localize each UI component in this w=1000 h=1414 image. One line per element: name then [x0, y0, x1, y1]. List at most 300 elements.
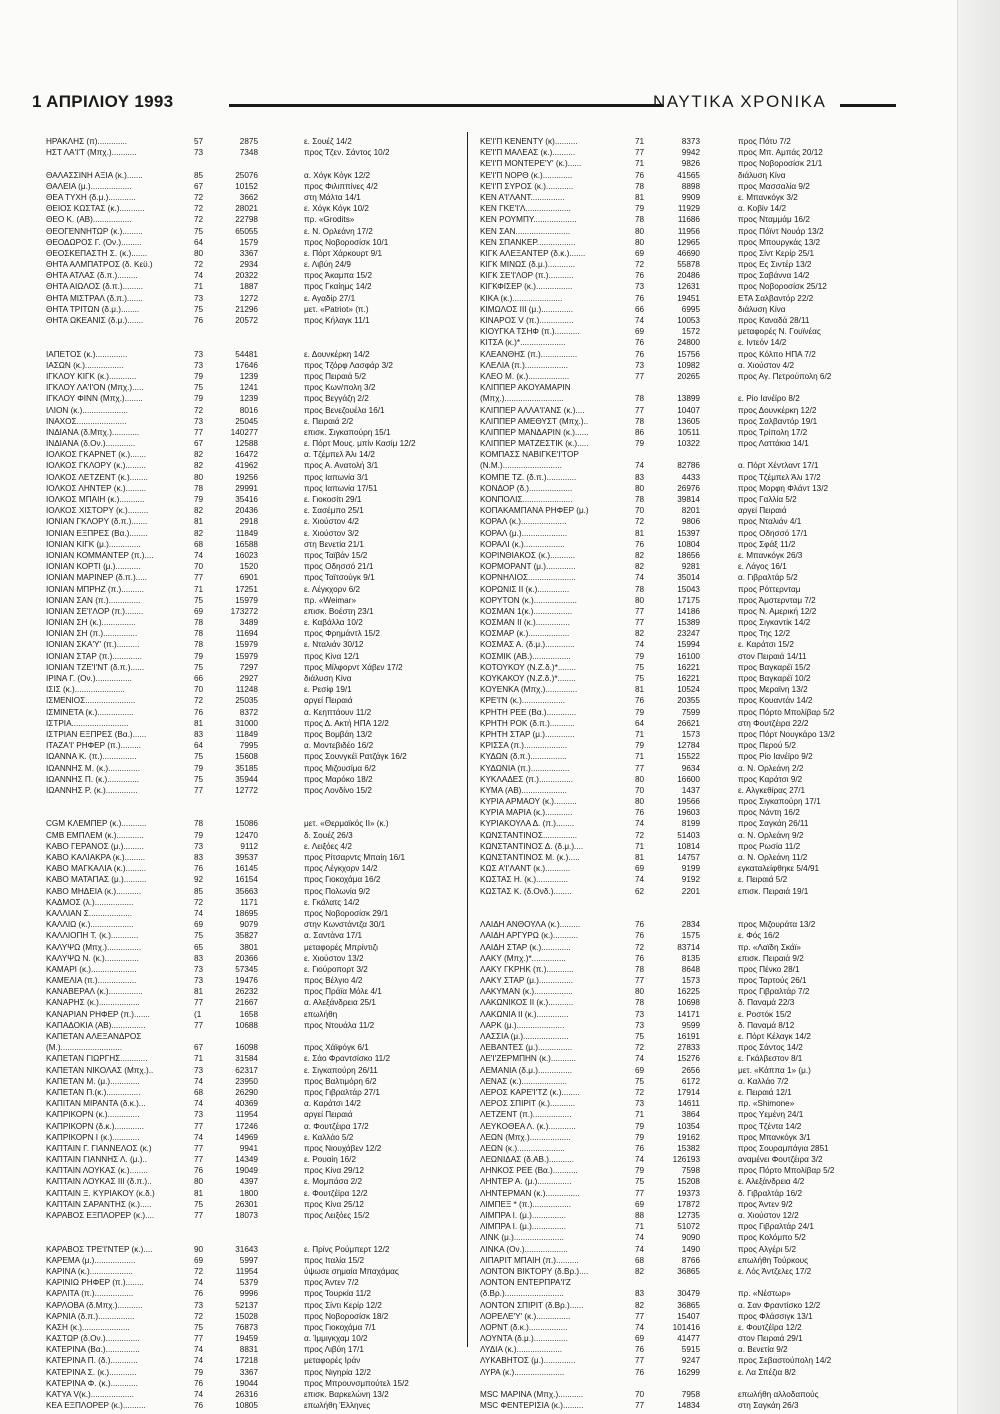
vessel-name: ΛΑΣΣΙΑ (μ.).................... — [480, 1032, 569, 1041]
build-year: 71 — [635, 1110, 645, 1120]
vessel-name: (Μπχ.).......................... — [480, 394, 564, 404]
vessel-row — [46, 1244, 456, 1255]
voyage-status: επισκ. Βαρκελώνη 13/2 — [304, 1390, 389, 1399]
voyage-status: ε. Δουνκέρκη 14/2 — [304, 349, 370, 359]
build-year: 81 — [194, 987, 204, 997]
build-year: 75 — [194, 1199, 204, 1209]
build-year: 83 — [194, 853, 204, 862]
voyage-status: ε. Πόρτ Μους. μπίν Κασίμ 12/2 — [304, 439, 416, 449]
build-year: 73 — [194, 293, 204, 303]
vessel-row — [46, 147, 456, 158]
vessel-row — [46, 315, 456, 326]
build-year: 70 — [635, 506, 645, 516]
publication-title: ΝΑΥΤΙΚΑ ΧΡΟΝΙΚΑ — [653, 92, 827, 111]
build-year: 71 — [635, 159, 645, 169]
vessel-name: ΚΕΝ ΣΑΝ........................ — [480, 226, 571, 236]
tonnage: 46690 — [677, 248, 700, 258]
vessel-row — [480, 1042, 925, 1053]
voyage-status: μεταφορές Ιράν — [304, 1356, 361, 1366]
build-year: 82 — [635, 629, 645, 639]
vessel-row — [46, 1188, 456, 1199]
voyage-status: προς Φιλιππίνες 4/2 — [304, 181, 378, 191]
build-year: 77 — [635, 763, 645, 773]
vessel-row — [480, 326, 925, 337]
tonnage: 9909 — [681, 192, 700, 202]
voyage-status: προς Μορφη Φλάντ 13/2 — [738, 483, 829, 493]
build-year: 70 — [194, 562, 204, 572]
voyage-status: επωλήθη αλλοδαπούς — [738, 1390, 819, 1399]
vessel-name: ΘΗΤΑ ΤΡΙΤΩΝ (δ.μ.)........ — [46, 304, 140, 314]
voyage-status: επωλήθη — [304, 1009, 338, 1019]
build-year: 77 — [635, 618, 645, 628]
vessel-name: ΙΟΛΚΟΣ ΜΠΑΙΗ (κ.)........... — [46, 495, 145, 504]
vessel-name: ΘΑΛΑΣΣΙΝΗ ΑΞΙΑ (κ.)....... — [46, 170, 143, 180]
voyage-status: ε. Νταλιάν 30/12 — [304, 640, 364, 650]
vessel-row — [480, 841, 925, 852]
build-year: 62 — [635, 886, 645, 896]
build-year: 71 — [635, 1222, 645, 1232]
vessel-name: ΚΥΚΛΑΔΕΣ (π.)............... — [480, 774, 574, 784]
build-year: 73 — [194, 841, 204, 851]
tonnage: 15979 — [235, 595, 258, 605]
vessel-row — [46, 695, 456, 706]
build-year: 78 — [194, 819, 204, 829]
vessel-name: ΙΣΙΣ (κ.)...................... — [46, 685, 125, 695]
vessel-name: ΚΙΓΚ ΣΕ'Ι'ΛΟΡ (π.)........... — [480, 271, 574, 281]
vessel-name: ΛΑΡΚ (μ.)..................... — [480, 1020, 565, 1030]
build-year: 82 — [194, 528, 204, 538]
voyage-status: πρ. «Grodits» — [304, 215, 355, 225]
vessel-row — [480, 393, 925, 404]
build-year: 57 — [194, 137, 204, 146]
voyage-status: ε. Πειραιά 12/1 — [738, 1087, 792, 1097]
vessel-name: ΚΟΥΕΝΚΑ (Μπχ.).............. — [480, 685, 578, 695]
vessel-name: ΚΛΙΠΠΕΡ ΑΛΛΑ'Ι'ΑΝΣ (κ.).... — [480, 405, 585, 415]
vessel-row — [46, 1378, 456, 1389]
build-year: 81 — [194, 517, 204, 527]
vessel-row — [46, 270, 456, 281]
vessel-name: ΚΛΕΑΝΘΗΣ (π.)................ — [480, 349, 578, 359]
build-year: 72 — [635, 1043, 645, 1053]
vessel-row — [46, 550, 456, 561]
vessel-name: ΚΕ'Ι'Π ΣΥΡΟΣ (κ.)............ — [480, 181, 574, 191]
vessel-name: ΚΟΣΜΙΚ (ΑΒ.)................. — [480, 651, 571, 661]
voyage-status: διάλυση Κίνα — [738, 304, 786, 314]
tonnage: 16225 — [677, 987, 700, 997]
build-year: 88 — [635, 1211, 645, 1220]
vessel-row — [46, 1288, 456, 1299]
voyage-status: πρ. «Νέστωρ» — [738, 1289, 791, 1299]
vessel-name: ΚΑΡΛΟΒΑ (δ.Μπχ.)........... — [46, 1300, 143, 1310]
vessel-name: ΚΑΡΙΝΙΩ ΡΗΦΕΡ (π.)........ — [46, 1278, 144, 1288]
voyage-status: προς Γιβραλτάρ 24/1 — [738, 1222, 814, 1232]
voyage-status: προς Σφάξ 11/2 — [738, 539, 796, 549]
tonnage: 1572 — [681, 327, 700, 337]
vessel-name: ΚΑΠΕΤΑΝ Π.(κ.)............... — [46, 1087, 141, 1097]
build-year: 76 — [635, 539, 645, 549]
vessel-row — [46, 886, 456, 897]
vessel-row — [46, 852, 456, 863]
voyage-status: στην Κωνστάντζα 30/1 — [304, 920, 386, 930]
tonnage: 15208 — [677, 1177, 700, 1187]
vessel-row — [46, 986, 456, 997]
vessel-name: ΛΟΝΤΟΝ ΣΠΙΡΙΤ (δ.Βρ.)...... — [480, 1300, 584, 1310]
tonnage: 36865 — [677, 1300, 700, 1310]
vessel-row — [480, 505, 925, 516]
spacer — [480, 908, 925, 919]
build-year: 76 — [194, 864, 204, 874]
vessel-name: ΚΑΜΕΛΙΑ (π.)................. — [46, 976, 137, 986]
voyage-status: προς Α. Ανατολή 3/1 — [304, 461, 379, 471]
build-year: 72 — [194, 1311, 204, 1321]
spacer — [46, 796, 456, 807]
vessel-name: ΚΕΝ ΣΠΑΝΚΕΡ................. — [480, 237, 576, 247]
voyage-status: προς Γιβραλτάρ 7/2 — [738, 987, 810, 997]
vessel-name: ΘΗΤΑ ΜΙΣΤΡΑΛ (δ.π.)....... — [46, 293, 143, 303]
voyage-status: α. Κεηπτάουν 11/2 — [304, 707, 372, 717]
build-year: 86 — [635, 427, 645, 437]
vessel-row — [46, 751, 456, 762]
vessel-row — [46, 1154, 456, 1165]
voyage-status: προς Πόρτο Μπολίβαρ 5/2 — [738, 1166, 835, 1176]
vessel-row — [480, 684, 925, 695]
tonnage: 6901 — [239, 573, 258, 583]
voyage-status: προς Γιοκοχάμα 16/2 — [304, 875, 381, 885]
voyage-status: προς Άκαμπα 15/2 — [304, 271, 373, 281]
vessel-name: ΚΥΡΙΑ ΑΡΜΑΟΥ (κ.).......... — [480, 797, 577, 807]
build-year: 75 — [635, 674, 645, 683]
tonnage: 31643 — [235, 1244, 258, 1254]
voyage-status: διάλυση Κίνα — [738, 170, 786, 180]
tonnage: 1800 — [239, 1188, 258, 1198]
build-year: 76 — [635, 808, 645, 818]
voyage-status: α. Καλλάο 7/2 — [738, 1076, 789, 1086]
vessel-name: ΛΙΝΚΑ (Ον.)................... — [480, 1244, 568, 1254]
vessel-row — [46, 785, 456, 796]
vessel-name: ΙΟΛΚΟΣ ΧΙΣΤΟΡΥ (κ.)......... — [46, 506, 149, 516]
vessel-row — [46, 930, 456, 941]
vessel-row — [480, 1389, 925, 1400]
tonnage: 5915 — [681, 1345, 700, 1355]
vessel-row — [46, 1322, 456, 1333]
vessel-name: ΚΑΣΤΩΡ (δ.Ον.)............... — [46, 1334, 140, 1344]
tonnage: 18695 — [235, 908, 258, 918]
vessel-name: ΙΟΝΙΑΝ ΣΕ'Ι'ΛΟΡ (π.)........ — [46, 606, 144, 616]
build-year: 75 — [194, 662, 204, 672]
voyage-status: ε. Ρουαίη 16/2 — [304, 1155, 357, 1165]
build-year: 72 — [194, 192, 204, 202]
tonnage: 20572 — [235, 316, 258, 325]
voyage-status: προς Πότυ 7/2 — [738, 137, 791, 146]
tonnage: 15276 — [677, 1054, 700, 1064]
build-year: 73 — [194, 1300, 204, 1310]
voyage-status: προς Ρόττερνταμ — [738, 584, 801, 594]
vessel-row — [46, 606, 456, 617]
vessel-row — [480, 1199, 925, 1210]
build-year: 85 — [194, 886, 204, 896]
spacer — [46, 326, 456, 337]
voyage-status: ε. Χόγκ Κόγκ 10/2 — [304, 204, 369, 214]
vessel-name: ΙΟΛΚΟΣ ΓΚΛΟΡΥ (κ.)......... — [46, 461, 146, 471]
vessel-name: ΚΑΠΤΑΙΝ ΛΟΥΚΑΣ ΙΙΙ (δ.π.).. — [46, 1177, 152, 1187]
vessel-name: ΚΑΛΥΨΩ Ν. (κ.)............... — [46, 953, 139, 963]
vessel-row — [46, 897, 456, 908]
tonnage: 9247 — [681, 1356, 700, 1366]
vessel-name: ΘΕΟ Κ. (ΑΒ)................. — [46, 215, 132, 225]
tonnage: 8201 — [681, 506, 700, 516]
tonnage: 25035 — [235, 696, 258, 706]
tonnage: 20355 — [677, 696, 700, 706]
voyage-status: ε. Σασέμπο 25/1 — [304, 506, 364, 516]
vessel-name: ΘΗΤΑ ΑΤΛΑΣ (δ.π.)......... — [46, 271, 138, 281]
vessel-name: ΚΟΠΑΚΑΜΠΑΝΑ ΡΗΦΕΡ (μ.) — [480, 506, 589, 516]
build-year: 82 — [194, 461, 204, 471]
build-year: 78 — [194, 640, 204, 650]
voyage-status: ε. Λα Σπέζια 8/2 — [738, 1367, 796, 1377]
build-year: 77 — [194, 1155, 204, 1165]
build-year: 72 — [194, 204, 204, 214]
vessel-row — [480, 181, 925, 192]
build-year: 75 — [194, 752, 204, 762]
voyage-status: προς Ρωσία 11/2 — [738, 841, 801, 851]
build-year: 77 — [194, 1334, 204, 1344]
vessel-row — [480, 460, 925, 471]
build-year: 77 — [635, 976, 645, 986]
tonnage: 39537 — [235, 853, 258, 862]
build-year: 75 — [635, 1076, 645, 1086]
tonnage: 10152 — [235, 181, 258, 191]
tonnage: 7958 — [681, 1390, 700, 1399]
build-year: 75 — [194, 774, 204, 784]
vessel-row — [480, 1053, 925, 1064]
vessel-row — [480, 214, 925, 225]
vessel-row — [46, 1199, 456, 1210]
voyage-status: προς Σιγκαντίκ 14/2 — [738, 618, 811, 628]
vessel-name: MSC ΦΕΝΤΕΡΙΣΙΑ (κ.)......... — [480, 1401, 584, 1411]
voyage-status: επισκ. Βοέστη 23/1 — [304, 606, 374, 616]
tonnage: 2201 — [681, 886, 700, 896]
build-year: 79 — [635, 741, 645, 751]
vessel-name: ΛΥΚΑΒΗΤΟΣ (μ.).............. — [480, 1356, 576, 1366]
voyage-status: προς Νοβοροσίσκ 25/12 — [738, 282, 827, 292]
build-year: 79 — [194, 495, 204, 504]
build-year: 69 — [194, 1255, 204, 1265]
vessel-name: ΙΟΛΚΟΣ ΛΕΤΖΕΝΤ (κ.)........ — [46, 472, 148, 482]
vessel-name: ΚΥΔΩΝΙΑ (π.)................. — [480, 763, 570, 773]
vessel-name: ΚΕ'Ι'Π ΝΟΡΘ (κ.)............. — [480, 170, 573, 180]
vessel-row — [480, 405, 925, 416]
voyage-status: επισκ. Πειραιά 19/1 — [738, 886, 809, 896]
vessel-name: ΛΗΝΤΕΡΜΑΝ (κ.)............... — [480, 1188, 580, 1198]
build-year: 68 — [194, 539, 204, 549]
build-year: 73 — [194, 148, 204, 158]
voyage-status: προς Κίνα 29/12 — [304, 1166, 364, 1176]
build-year: 76 — [194, 1166, 204, 1176]
tonnage: 3801 — [239, 942, 258, 952]
vessel-name: ΚΑΡΕΜΑ (μ.).................. — [46, 1255, 136, 1265]
voyage-status: προς Ρίο Ιανέϊρο 9/2 — [738, 752, 813, 762]
voyage-status: προς Καράτσι 9/2 — [738, 774, 803, 784]
vessel-name: ΚΛΙΠΠΕΡ ΑΜΕΘΥΣΤ (Μπχ.).. — [480, 416, 589, 426]
vessel-row — [480, 953, 925, 964]
vessel-row — [480, 874, 925, 885]
vessel-name: ΙΟΝΙΑΝ ΣΤΑΡ (π.)............. — [46, 651, 142, 661]
build-year: 73 — [635, 1020, 645, 1030]
spacer — [46, 1232, 456, 1243]
voyage-status: προς Βαλτιμόρη 6/2 — [304, 1076, 377, 1086]
vessel-row — [46, 382, 456, 393]
vessel-name: ΚΡΕ'Ι'Ν (κ.)................... — [480, 696, 566, 706]
tonnage: 10511 — [677, 427, 700, 437]
vessel-name: ΚΟΡΩΝΙΣ ΙΙ (κ.).............. — [480, 584, 570, 594]
header-rule-right — [840, 104, 896, 107]
build-year: 78 — [635, 495, 645, 504]
build-year: 69 — [635, 248, 645, 258]
vessel-name: ΚΑΒΟ ΜΑΤΑΠΑΣ (μ.).......... — [46, 875, 147, 885]
build-year: 78 — [635, 215, 645, 225]
build-year: 78 — [635, 584, 645, 594]
tonnage: 3367 — [239, 1367, 258, 1377]
tonnage: 76873 — [235, 1322, 258, 1332]
tonnage: 11694 — [235, 629, 258, 639]
build-year: 81 — [635, 685, 645, 695]
voyage-status: ε. Καράτσι 15/2 — [738, 640, 794, 650]
vessel-name: ΛΕΩΝ (κ.)..................... — [480, 1143, 565, 1153]
voyage-status: προς Σεβαστούπολη 14/2 — [738, 1356, 832, 1366]
vessel-row — [480, 1244, 925, 1255]
tonnage: 12772 — [235, 785, 258, 795]
vessel-row — [480, 1132, 925, 1143]
build-year: 77 — [635, 371, 645, 381]
voyage-status: στη Βενετία 21/1 — [304, 539, 364, 549]
tonnage: 15522 — [677, 752, 700, 762]
tonnage: 14171 — [677, 1009, 700, 1019]
build-year: 73 — [194, 360, 204, 370]
tonnage: 40369 — [235, 1099, 258, 1109]
tonnage: 1239 — [239, 371, 258, 381]
tonnage: 17251 — [235, 584, 258, 594]
tonnage: 35416 — [235, 495, 258, 504]
vessel-name: ΚΑΒΟ ΓΕΡΑΝΟΣ (μ.)......... — [46, 841, 144, 851]
build-year: 76 — [635, 271, 645, 281]
voyage-status: προς Μιζουσίμα 6/2 — [304, 763, 376, 773]
vessel-name: ΚΟΡΑΛΙ (κ.).................. — [480, 539, 565, 549]
voyage-status: προς Μαρόκο 18/2 — [304, 774, 373, 784]
tonnage: 17872 — [677, 1199, 700, 1209]
spacer — [46, 1221, 456, 1232]
vessel-name: ΚΙΚΑ (κ.)...................... — [480, 293, 563, 303]
vessel-row — [46, 1344, 456, 1355]
voyage-status: προς Δ. Ακτή ΗΠΑ 12/2 — [304, 718, 389, 728]
voyage-status: ε. Χιούστον 4/2 — [304, 517, 359, 527]
vessel-row — [46, 639, 456, 650]
build-year: 81 — [194, 1188, 204, 1198]
vessel-row — [46, 259, 456, 270]
voyage-status: προς Γαλλία 5/2 — [738, 495, 797, 504]
tonnage: 2934 — [239, 260, 258, 270]
vessel-row — [480, 1255, 925, 1266]
vessel-name: ΛΕΡΟΣ ΚΑΡΕ'Ι'ΤΖ (κ.)........ — [480, 1087, 580, 1097]
tonnage: 9942 — [681, 148, 700, 158]
vessel-row — [480, 886, 925, 897]
voyage-status: προς Κίνα 12/1 — [304, 651, 360, 661]
vessel-row — [46, 1031, 456, 1042]
vessel-row — [46, 1109, 456, 1120]
tonnage: 6172 — [681, 1076, 700, 1086]
voyage-status: προς Κουαντάν 14/2 — [738, 696, 813, 706]
tonnage: 8898 — [681, 181, 700, 191]
tonnage: 57345 — [235, 964, 258, 974]
tonnage: 14757 — [677, 853, 700, 862]
vessel-name: ΚΑΡΑΒΟΣ ΤΡΕ'Ι'ΝΤΕΡ (κ.).... — [46, 1244, 153, 1254]
spacer — [46, 158, 456, 169]
voyage-status: προς Σαβάννα 14/2 — [738, 271, 810, 281]
vessel-row — [480, 695, 925, 706]
vessel-row — [46, 136, 456, 147]
vessel-name: ΙΟΝΙΑΝ ΜΑΡΙΝΕΡ (δ.π.)..... — [46, 573, 148, 583]
voyage-status: αναμένει Φουτζέιρα 3/2 — [738, 1155, 823, 1165]
vessel-row — [480, 304, 925, 315]
vessel-row — [480, 1322, 925, 1333]
vessel-row — [480, 1210, 925, 1221]
vessel-name: ΚΑΒΟ ΚΑΛΙΑΚΡΑ (κ.)......... — [46, 853, 146, 862]
voyage-status: προς Βομβάη 13/2 — [304, 729, 373, 739]
vessel-name: ΚΟΝΠΟΛΙΣ...................... — [480, 495, 573, 504]
build-year: 82 — [635, 550, 645, 560]
vessel-row — [480, 1154, 925, 1165]
tonnage: 1437 — [681, 785, 700, 795]
vessel-name: ΚΑΠΕΤΑΝ ΓΙΩΡΓΗΣ............ — [46, 1054, 148, 1064]
tonnage: 62317 — [235, 1065, 258, 1075]
build-year: 67 — [194, 181, 204, 191]
build-year: 70 — [194, 685, 204, 695]
voyage-status: ε. Ροστόκ 15/2 — [738, 1009, 792, 1019]
vessel-row — [480, 1367, 925, 1378]
vessel-row — [46, 662, 456, 673]
voyage-status: προς Οδησσό 17/1 — [738, 528, 808, 538]
tonnage: 7995 — [239, 741, 258, 751]
voyage-status: προς Βέλγιο 4/2 — [304, 976, 363, 986]
vessel-name: ΚΑΛΥΨΩ (Μπχ.)............... — [46, 942, 142, 952]
voyage-status: ε. Σιγκαπούρη 26/11 — [304, 1065, 378, 1075]
build-year: 68 — [635, 1255, 645, 1265]
vessel-name: ΚΙΜΩΛΟΣ ΙΙΙ (μ.).............. — [480, 304, 574, 314]
tonnage: 4433 — [681, 472, 700, 482]
build-year: 82 — [194, 506, 204, 516]
vessel-name: ΙΝΑΧΟΣ...................... — [46, 416, 127, 426]
vessel-row — [480, 315, 925, 326]
spacer — [480, 1378, 925, 1389]
tonnage: 21296 — [235, 304, 258, 314]
build-year: 78 — [194, 629, 204, 639]
vessel-row — [480, 1165, 925, 1176]
build-year: 73 — [635, 360, 645, 370]
build-year: 66 — [635, 304, 645, 314]
voyage-status: προς Πόϊντ Νουάρ 13/2 — [738, 226, 824, 236]
vessel-name: ΙΣΤΡΙΑΝ ΕΞΠΡΕΣ (Βα.)...... — [46, 729, 147, 739]
tonnage: 19373 — [677, 1188, 700, 1198]
vessel-row — [480, 158, 925, 169]
vessel-row — [480, 751, 925, 762]
build-year: 78 — [635, 964, 645, 974]
vessel-row — [480, 293, 925, 304]
voyage-status: ε. Μπανκόγκ 3/2 — [738, 192, 798, 202]
vessel-row — [480, 1311, 925, 1322]
vessel-name: ΚΩΝΣΤΑΝΤΙΝΟΣ Δ. (δ.μ.).... — [480, 841, 584, 851]
tonnage: 29991 — [235, 483, 258, 493]
vessel-row — [46, 572, 456, 583]
tonnage: 7348 — [239, 148, 258, 158]
